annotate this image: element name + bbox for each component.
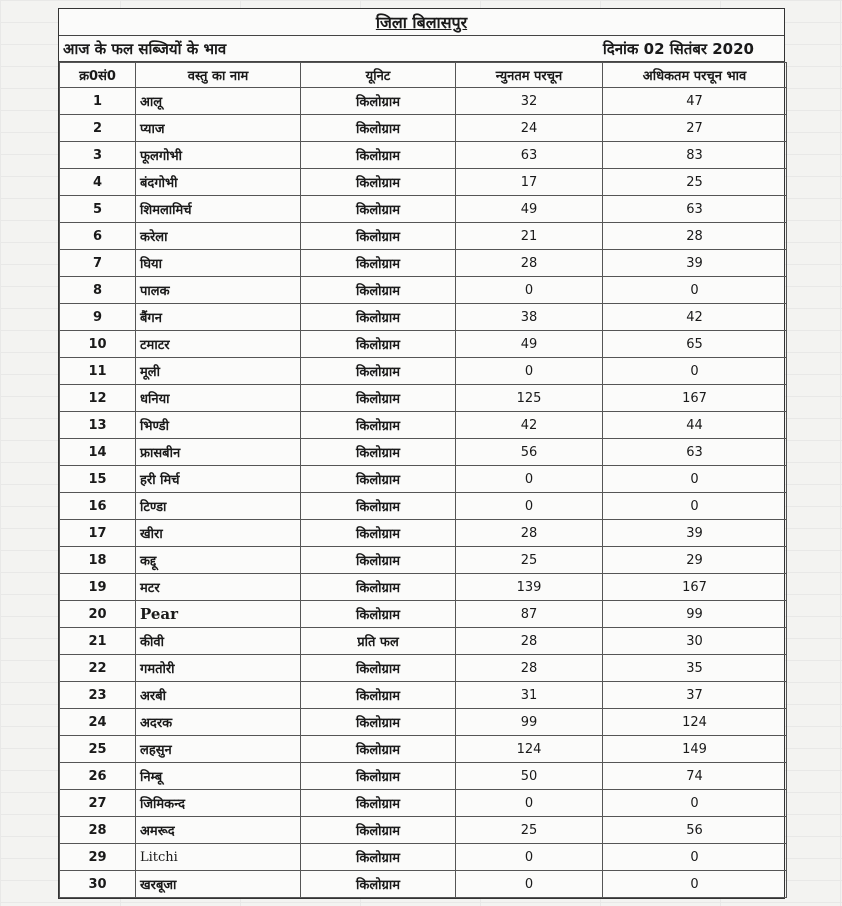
min-price-cell: 0 (456, 790, 603, 817)
price-sheet (58, 8, 785, 899)
min-price-cell: 99 (456, 709, 603, 736)
unit-cell: किलोग्राम (301, 655, 456, 682)
unit-cell: किलोग्राम (301, 493, 456, 520)
table-row (60, 763, 787, 790)
serial-number-cell: 2 (60, 115, 136, 142)
unit-cell: किलोग्राम (301, 574, 456, 601)
item-name-cell: Litchi (136, 844, 301, 871)
min-price-cell: 28 (456, 628, 603, 655)
serial-number-cell: 20 (60, 601, 136, 628)
unit-cell: प्रति फल (301, 628, 456, 655)
item-name-cell: अरबी (136, 682, 301, 709)
max-price-cell: 28 (603, 223, 787, 250)
min-price-cell: 32 (456, 88, 603, 115)
min-price-cell: 49 (456, 196, 603, 223)
max-price-cell: 124 (603, 709, 787, 736)
item-name-cell: कीवी (136, 628, 301, 655)
max-price-cell: 0 (603, 277, 787, 304)
item-name-cell: निम्बू (136, 763, 301, 790)
table-row (60, 547, 787, 574)
table-row (60, 196, 787, 223)
serial-number-cell: 10 (60, 331, 136, 358)
table-row (60, 88, 787, 115)
serial-number-cell: 24 (60, 709, 136, 736)
item-name-cell: हरी मिर्च (136, 466, 301, 493)
min-price-cell: 0 (456, 466, 603, 493)
serial-number-cell: 19 (60, 574, 136, 601)
max-price-cell: 47 (603, 88, 787, 115)
item-name-cell: टिण्डा (136, 493, 301, 520)
item-name-cell: मूली (136, 358, 301, 385)
max-price-cell: 0 (603, 358, 787, 385)
max-price-cell: 63 (603, 196, 787, 223)
max-price-cell: 0 (603, 790, 787, 817)
min-price-cell: 0 (456, 277, 603, 304)
serial-number-cell: 8 (60, 277, 136, 304)
item-name-cell: बंदगोभी (136, 169, 301, 196)
item-name-cell: टमाटर (136, 331, 301, 358)
serial-number-cell: 18 (60, 547, 136, 574)
unit-cell: किलोग्राम (301, 331, 456, 358)
serial-number-cell: 28 (60, 817, 136, 844)
table-row (60, 304, 787, 331)
serial-number-cell: 3 (60, 142, 136, 169)
serial-number-cell: 13 (60, 412, 136, 439)
table-row (60, 358, 787, 385)
unit-cell: किलोग्राम (301, 196, 456, 223)
max-price-cell: 0 (603, 493, 787, 520)
serial-number-cell: 15 (60, 466, 136, 493)
unit-cell: किलोग्राम (301, 547, 456, 574)
min-price-cell: 87 (456, 601, 603, 628)
unit-cell: किलोग्राम (301, 736, 456, 763)
district-title-row (59, 9, 784, 36)
unit-cell: किलोग्राम (301, 169, 456, 196)
max-price-cell: 83 (603, 142, 787, 169)
max-price-cell: 65 (603, 331, 787, 358)
max-price-cell: 39 (603, 250, 787, 277)
min-price-cell: 24 (456, 115, 603, 142)
min-price-cell: 0 (456, 844, 603, 871)
min-price-cell: 139 (456, 574, 603, 601)
table-row (60, 574, 787, 601)
item-name-cell: गमतोरी (136, 655, 301, 682)
item-name-cell: आलू (136, 88, 301, 115)
unit-cell: किलोग्राम (301, 466, 456, 493)
max-price-cell: 25 (603, 169, 787, 196)
table-row (60, 844, 787, 871)
serial-number-cell: 25 (60, 736, 136, 763)
max-price-cell: 56 (603, 817, 787, 844)
table-row (60, 736, 787, 763)
item-name-cell: घिया (136, 250, 301, 277)
district-title: जिला बिलासपुर (375, 13, 468, 32)
serial-number-cell: 14 (60, 439, 136, 466)
item-name-cell: बैंगन (136, 304, 301, 331)
price-table (59, 62, 787, 898)
serial-number-cell: 29 (60, 844, 136, 871)
unit-cell: किलोग्राम (301, 142, 456, 169)
item-name-cell: Pear (136, 601, 301, 628)
max-price-cell: 99 (603, 601, 787, 628)
item-name-cell: फूलगोभी (136, 142, 301, 169)
min-price-cell: 49 (456, 331, 603, 358)
item-name-cell: भिण्डी (136, 412, 301, 439)
table-row (60, 790, 787, 817)
item-name-cell: खरबूजा (136, 871, 301, 898)
serial-number-cell: 30 (60, 871, 136, 898)
max-price-cell: 0 (603, 466, 787, 493)
serial-number-cell: 11 (60, 358, 136, 385)
max-price-cell: 35 (603, 655, 787, 682)
header-serial: क्र0सं0 (60, 63, 136, 88)
unit-cell: किलोग्राम (301, 304, 456, 331)
unit-cell: किलोग्राम (301, 709, 456, 736)
min-price-cell: 38 (456, 304, 603, 331)
table-row (60, 250, 787, 277)
item-name-cell: अदरक (136, 709, 301, 736)
min-price-cell: 0 (456, 358, 603, 385)
max-price-cell: 44 (603, 412, 787, 439)
header-item-name: वस्तु का नाम (136, 63, 301, 88)
table-row (60, 412, 787, 439)
min-price-cell: 63 (456, 142, 603, 169)
serial-number-cell: 27 (60, 790, 136, 817)
table-row (60, 439, 787, 466)
unit-cell: किलोग्राम (301, 763, 456, 790)
unit-cell: किलोग्राम (301, 844, 456, 871)
serial-number-cell: 23 (60, 682, 136, 709)
table-row (60, 493, 787, 520)
min-price-cell: 21 (456, 223, 603, 250)
item-name-cell: पालक (136, 277, 301, 304)
subtitle: आज के फल सब्जियों के भाव (63, 39, 227, 58)
item-name-cell: फ्रासबीन (136, 439, 301, 466)
header-max-price: अधिकतम परचून भाव (603, 63, 787, 88)
unit-cell: किलोग्राम (301, 115, 456, 142)
min-price-cell: 28 (456, 520, 603, 547)
max-price-cell: 37 (603, 682, 787, 709)
item-name-cell: मटर (136, 574, 301, 601)
min-price-cell: 17 (456, 169, 603, 196)
table-row (60, 466, 787, 493)
max-price-cell: 42 (603, 304, 787, 331)
item-name-cell: अमरूद (136, 817, 301, 844)
unit-cell: किलोग्राम (301, 520, 456, 547)
item-name-cell: जिमिकन्द (136, 790, 301, 817)
table-row (60, 277, 787, 304)
serial-number-cell: 7 (60, 250, 136, 277)
item-name-cell: धनिया (136, 385, 301, 412)
item-name-cell: प्याज (136, 115, 301, 142)
unit-cell: किलोग्राम (301, 871, 456, 898)
unit-cell: किलोग्राम (301, 385, 456, 412)
min-price-cell: 25 (456, 547, 603, 574)
unit-cell: किलोग्राम (301, 682, 456, 709)
unit-cell: किलोग्राम (301, 817, 456, 844)
unit-cell: किलोग्राम (301, 88, 456, 115)
table-row (60, 520, 787, 547)
unit-cell: किलोग्राम (301, 250, 456, 277)
min-price-cell: 124 (456, 736, 603, 763)
min-price-cell: 0 (456, 493, 603, 520)
serial-number-cell: 22 (60, 655, 136, 682)
serial-number-cell: 12 (60, 385, 136, 412)
table-row (60, 817, 787, 844)
serial-number-cell: 16 (60, 493, 136, 520)
serial-number-cell: 5 (60, 196, 136, 223)
serial-number-cell: 4 (60, 169, 136, 196)
min-price-cell: 56 (456, 439, 603, 466)
subtitle-row (59, 36, 784, 62)
min-price-cell: 0 (456, 871, 603, 898)
table-row (60, 709, 787, 736)
max-price-cell: 0 (603, 844, 787, 871)
table-row (60, 115, 787, 142)
max-price-cell: 30 (603, 628, 787, 655)
table-header-row (60, 63, 787, 88)
header-unit: यूनिट (301, 63, 456, 88)
table-row (60, 628, 787, 655)
header-min-price: न्युनतम परचून (456, 63, 603, 88)
item-name-cell: कद्दू (136, 547, 301, 574)
max-price-cell: 167 (603, 385, 787, 412)
max-price-cell: 27 (603, 115, 787, 142)
min-price-cell: 50 (456, 763, 603, 790)
min-price-cell: 28 (456, 250, 603, 277)
max-price-cell: 39 (603, 520, 787, 547)
serial-number-cell: 6 (60, 223, 136, 250)
serial-number-cell: 17 (60, 520, 136, 547)
table-row (60, 223, 787, 250)
table-row (60, 601, 787, 628)
max-price-cell: 74 (603, 763, 787, 790)
table-row (60, 385, 787, 412)
serial-number-cell: 21 (60, 628, 136, 655)
item-name-cell: खीरा (136, 520, 301, 547)
unit-cell: किलोग्राम (301, 277, 456, 304)
min-price-cell: 25 (456, 817, 603, 844)
min-price-cell: 42 (456, 412, 603, 439)
max-price-cell: 29 (603, 547, 787, 574)
date-label: दिनांक 02 सितंबर 2020 (602, 39, 754, 58)
max-price-cell: 0 (603, 871, 787, 898)
serial-number-cell: 26 (60, 763, 136, 790)
table-row (60, 682, 787, 709)
unit-cell: किलोग्राम (301, 412, 456, 439)
unit-cell: किलोग्राम (301, 223, 456, 250)
item-name-cell: करेला (136, 223, 301, 250)
min-price-cell: 28 (456, 655, 603, 682)
unit-cell: किलोग्राम (301, 439, 456, 466)
unit-cell: किलोग्राम (301, 790, 456, 817)
table-row (60, 169, 787, 196)
item-name-cell: शिमलामिर्च (136, 196, 301, 223)
item-name-cell: लहसुन (136, 736, 301, 763)
table-row (60, 655, 787, 682)
max-price-cell: 149 (603, 736, 787, 763)
table-row (60, 871, 787, 898)
min-price-cell: 31 (456, 682, 603, 709)
table-row (60, 142, 787, 169)
max-price-cell: 167 (603, 574, 787, 601)
max-price-cell: 63 (603, 439, 787, 466)
serial-number-cell: 1 (60, 88, 136, 115)
min-price-cell: 125 (456, 385, 603, 412)
unit-cell: किलोग्राम (301, 358, 456, 385)
table-row (60, 331, 787, 358)
unit-cell: किलोग्राम (301, 601, 456, 628)
serial-number-cell: 9 (60, 304, 136, 331)
